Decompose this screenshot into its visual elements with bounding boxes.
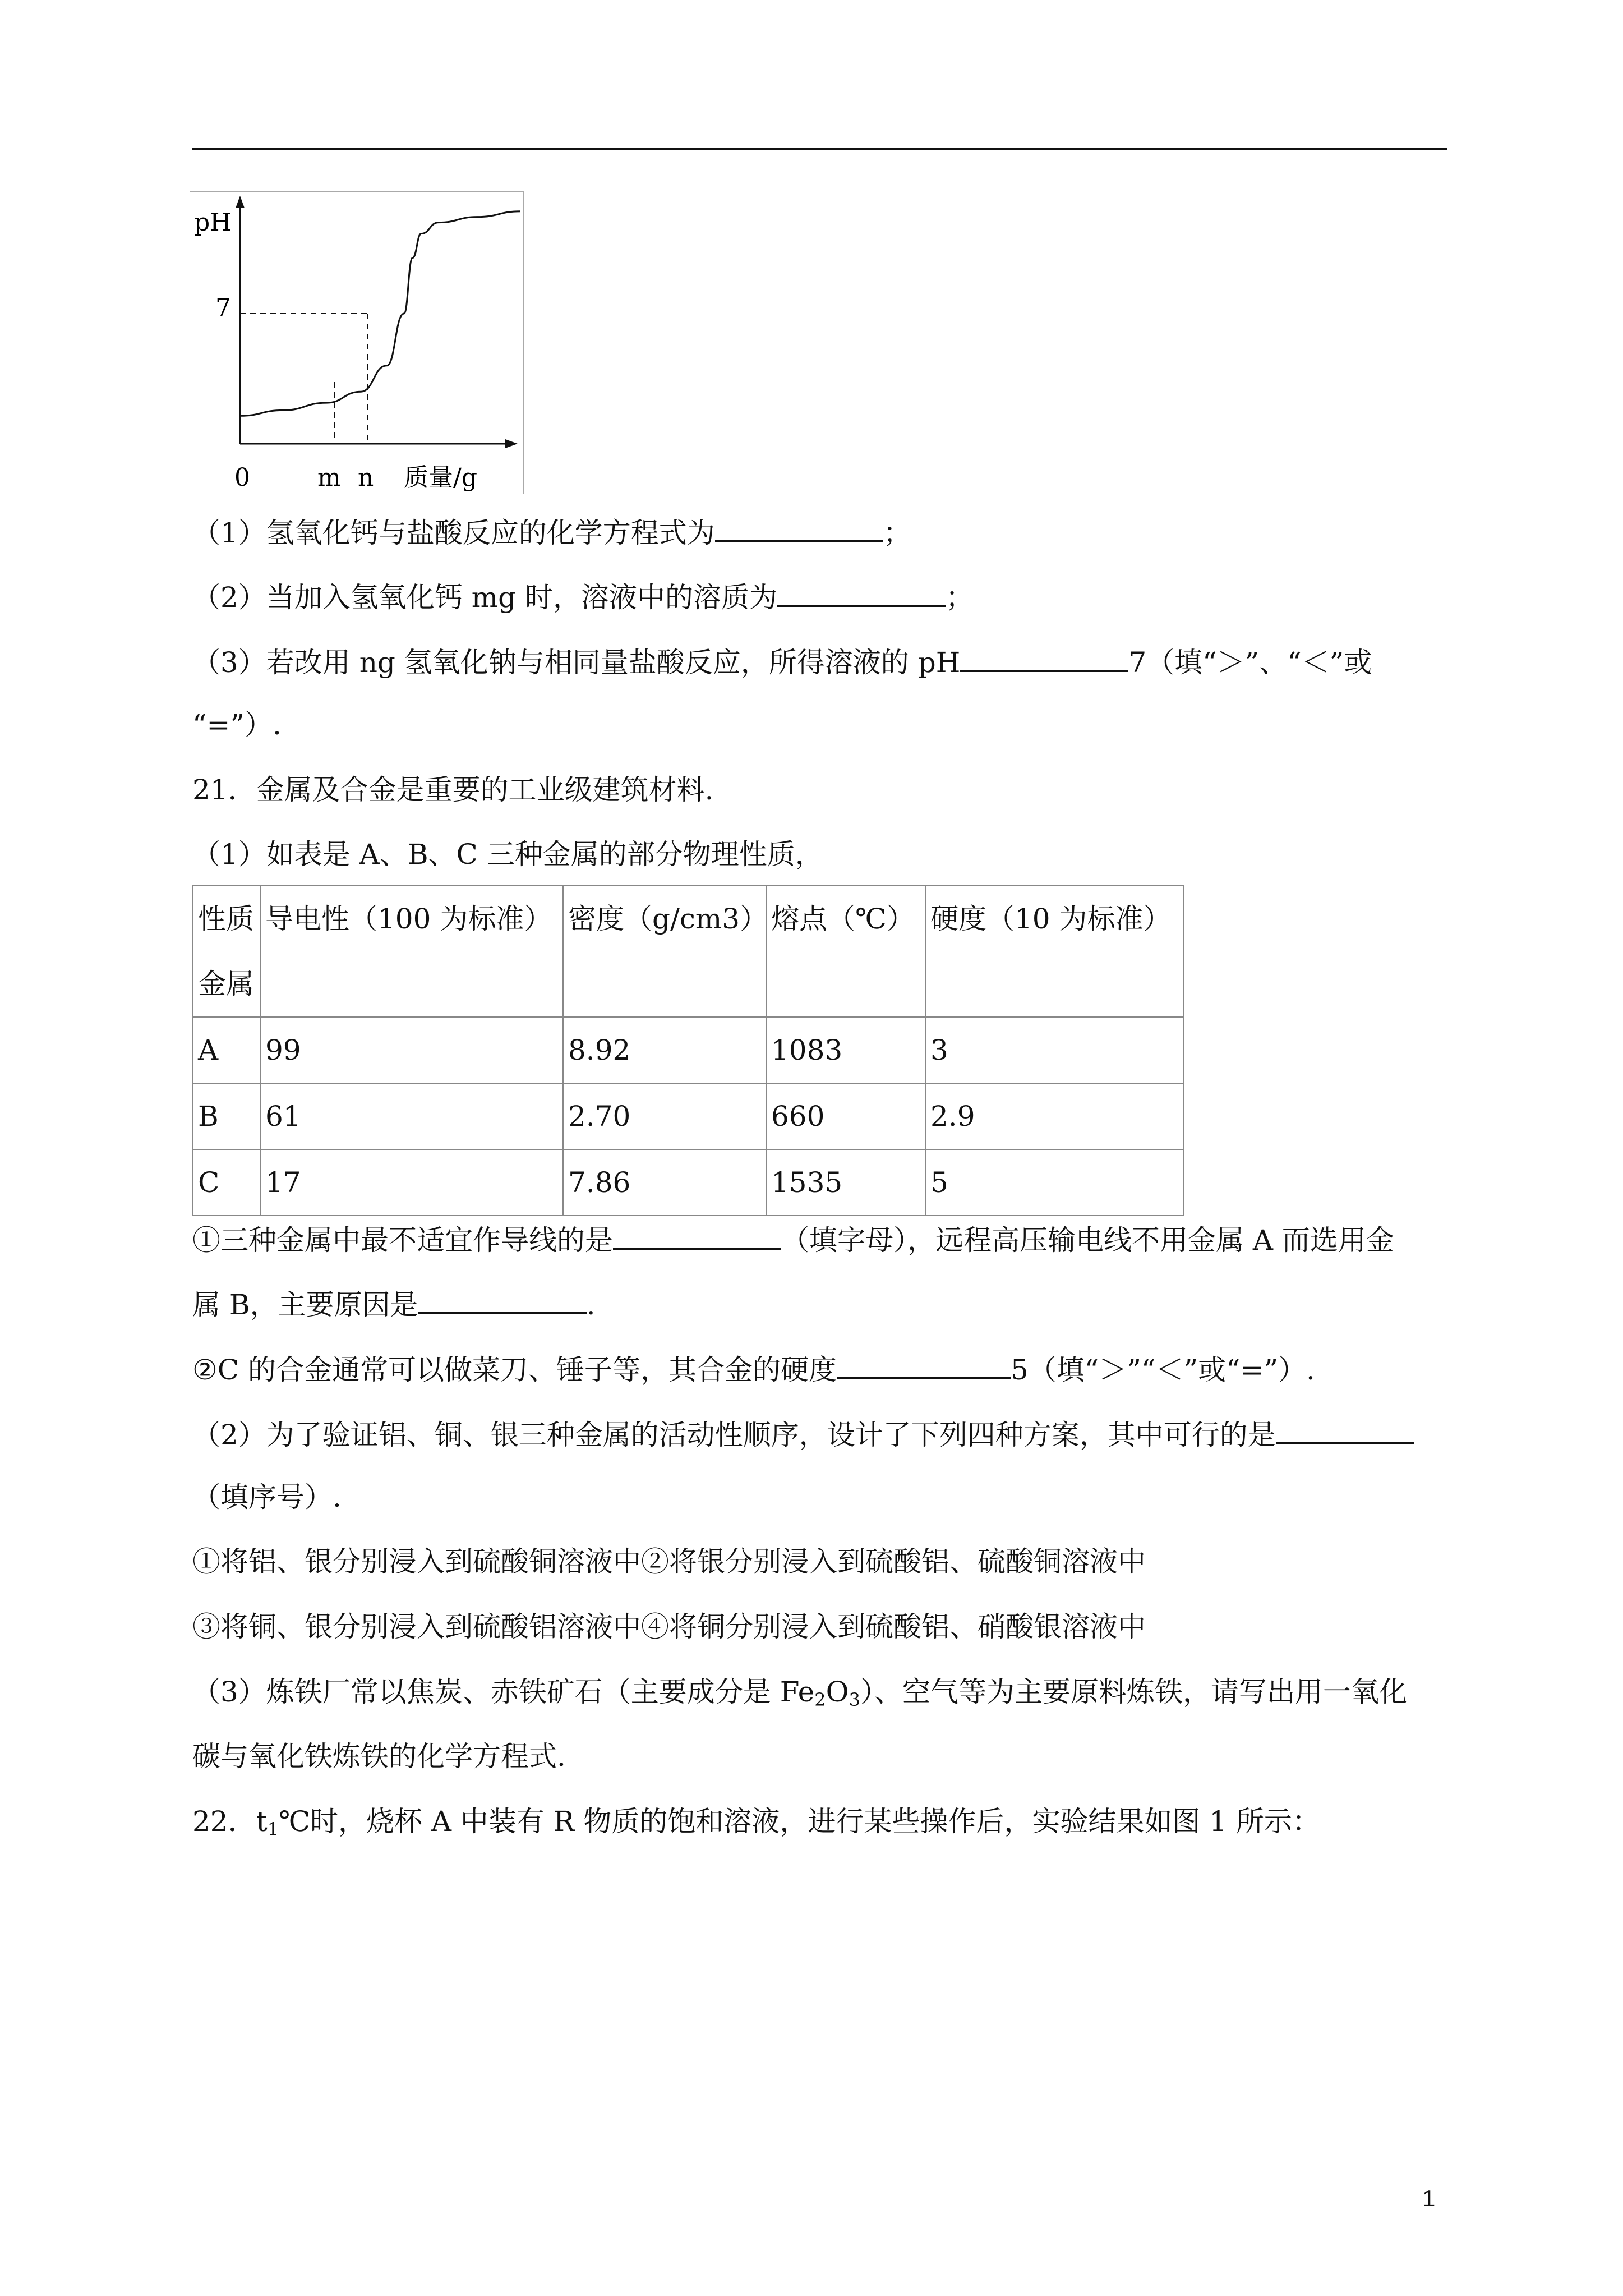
table-cell: A [193, 1017, 260, 1083]
q20-part1-text: （1）氢氧化钙与盐酸反应的化学方程式为 [192, 517, 715, 549]
subscript: 1 [267, 1819, 279, 1840]
q21-part3 [192, 1675, 1407, 1717]
q21-title: 21．金属及合金是重要的工业级建筑材料. [192, 774, 714, 806]
subscript: 2 [814, 1689, 826, 1710]
q21-part2-cont: （填序号）. [192, 1481, 342, 1513]
x-axis-label: 质量/g [404, 463, 477, 492]
table-cell: 5 [925, 1149, 1183, 1216]
q21-sub1-cont [192, 1285, 596, 1322]
table-cell: 3 [925, 1017, 1183, 1083]
answer-blank[interactable] [960, 643, 1128, 672]
q22-text-a: 22．t [192, 1805, 268, 1838]
y-axis-label: pH [194, 208, 232, 237]
header-rule [192, 148, 1447, 150]
q21-part2-text: （2）为了验证铝、铜、银三种金属的活动性顺序，设计了下列四种方案，其中可行的是 [192, 1419, 1276, 1451]
x-tick-n: n [358, 463, 374, 492]
q22-text-b: ℃时，烧杯 A 中装有 R 物质的饱和溶液，进行某些操作后，实验结果如图 1 所示： [279, 1805, 1320, 1838]
table-cell: B [193, 1083, 260, 1149]
table-cell: 61 [260, 1083, 563, 1149]
q20-part3-text: （3）若改用 ng 氢氧化钠与相同量盐酸反应，所得溶液的 pH [192, 646, 961, 679]
table-cell: 660 [766, 1083, 925, 1149]
q20-part3-end: 7（填“＞”、“＜”或 [1128, 646, 1372, 679]
table-cell: 7.86 [563, 1149, 766, 1216]
page-number: 1 [1422, 2185, 1436, 2211]
header-density: 密度（g/cm3） [563, 886, 766, 1017]
table-cell: 1083 [766, 1017, 925, 1083]
y-tick-7: 7 [215, 293, 231, 322]
q21-sub2-text-b: 5（填“＞”“＜”或“=”）. [1010, 1354, 1315, 1386]
q21-part3-text-a: （3）炼铁厂常以焦炭、赤铁矿石（主要成分是 Fe [192, 1676, 815, 1708]
ph-chart [190, 191, 524, 494]
answer-blank[interactable] [715, 513, 883, 542]
q21-part2 [192, 1415, 1414, 1452]
table-header-row [193, 886, 1183, 1017]
q22-intro [192, 1805, 1320, 1846]
q21-options-1-2: ①将铝、银分别浸入到硫酸铜溶液中②将银分别浸入到硫酸铝、硫酸铜溶液中 [192, 1545, 1146, 1578]
q20-part3 [192, 643, 1372, 679]
q21-sub2-text-a: ②C 的合金通常可以做菜刀、锤子等，其合金的硬度 [192, 1354, 837, 1386]
table-cell: 99 [260, 1017, 563, 1083]
q21-sub1 [192, 1221, 1394, 1257]
answer-blank[interactable] [418, 1285, 587, 1314]
table-cell: C [193, 1149, 260, 1216]
q21-options-3-4: ③将铜、银分别浸入到硫酸铝溶液中④将铜分别浸入到硫酸铝、硝酸银溶液中 [192, 1611, 1146, 1643]
q21-part3-text-mid: O [826, 1676, 849, 1708]
header-melting-point: 熔点（℃） [766, 886, 925, 1017]
x-tick-0: 0 [234, 463, 250, 492]
q21-sub1-text-a: ①三种金属中最不适宜作导线的是 [192, 1224, 613, 1257]
table-cell: 2.9 [925, 1083, 1183, 1149]
x-tick-m: m [317, 463, 341, 492]
table-row [193, 1149, 1183, 1216]
q21-part1: （1）如表是 A、B、C 三种金属的部分物理性质， [192, 838, 823, 871]
answer-blank[interactable] [613, 1221, 781, 1250]
q21-part3-text-b: ）、空气等为主要原料炼铁，请写出用一氧化 [860, 1676, 1407, 1708]
subscript: 3 [849, 1689, 860, 1710]
q20-part2 [192, 578, 974, 614]
q20-part2-text: （2）当加入氢氧化钙 mg 时，溶液中的溶质为 [192, 581, 778, 614]
q21-sub1-text-c: 属 B，主要原因是 [192, 1289, 418, 1321]
q20-part2-end: ； [946, 581, 974, 614]
q21-sub1-text-d: . [586, 1289, 596, 1321]
metal-properties-table [192, 885, 1184, 1216]
table-row [193, 1017, 1183, 1083]
answer-blank[interactable] [777, 578, 946, 607]
table-row [193, 1083, 1183, 1149]
answer-blank[interactable] [837, 1350, 1011, 1379]
q21-part3-cont: 碳与氧化铁炼铁的化学方程式. [192, 1740, 566, 1773]
table-cell: 17 [260, 1149, 563, 1216]
header-hardness: 硬度（10 为标准） [925, 886, 1183, 1017]
answer-blank[interactable] [1276, 1415, 1414, 1444]
q20-part1 [192, 513, 911, 550]
table-cell: 1535 [766, 1149, 925, 1216]
q21-sub2 [192, 1350, 1315, 1387]
q21-sub1-text-b: （填字母），远程高压输电线不用金属 A 而选用金 [781, 1224, 1394, 1257]
q20-part3-cont: “=”）. [192, 708, 282, 741]
table-cell: 2.70 [563, 1083, 766, 1149]
header-conductivity: 导电性（100 为标准） [260, 886, 563, 1017]
table-cell: 8.92 [563, 1017, 766, 1083]
header-property-metal: 性质 金属 [193, 886, 260, 1017]
q20-part1-end: ； [883, 517, 911, 549]
